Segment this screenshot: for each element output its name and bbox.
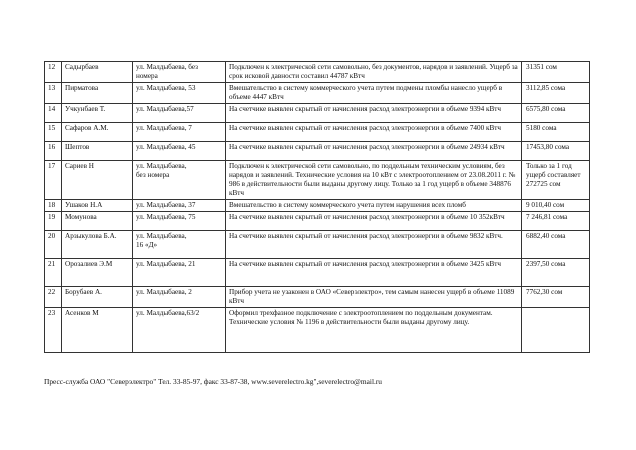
address-cell: ул. Малдыбаева,63/2 [133, 308, 226, 353]
violation-description-cell: На счетчике выявлен скрытый от начисления расход электроэнергии в объеме 10 352кВтч [226, 212, 522, 231]
damage-amount-cell: 6882,40 сома [522, 231, 590, 259]
row-number-cell: 16 [45, 142, 62, 161]
surname-cell: Ушаков Н.А [62, 200, 133, 212]
violation-description-cell: Вмешательство в систему коммерческого учета путем подмены пломбы нанесло ущерб в объеме 4447 кВтч [226, 83, 522, 104]
row-number-cell: 14 [45, 104, 62, 123]
violation-description-cell: На счетчике выявлен скрытый от начисления расход электроэнергии в объеме 7400 кВтч [226, 123, 522, 142]
table-row [45, 161, 590, 200]
damage-amount-cell: 2397,50 сома [522, 259, 590, 287]
damage-amount-cell: 6575,80 сома [522, 104, 590, 123]
press-service-footer: Пресс-служба ОАО "Северэлектро" Тел. 33-85-97, факс 33-87-38, www.severelectro.kg",severelectro@mail.ru [44, 377, 383, 386]
surname-cell: Шептов [62, 142, 133, 161]
damage-amount-cell: 17453,80 сома [522, 142, 590, 161]
surname-cell: Борубаев А. [62, 287, 133, 308]
damage-amount-cell: Только за 1 год ущерб составляет 272725 сом [522, 161, 590, 200]
surname-cell: Орозалиев Э.М [62, 259, 133, 287]
address-cell: ул. Малдыбаева, 2 [133, 287, 226, 308]
row-number-cell: 17 [45, 161, 62, 200]
address-cell: ул. Малдыбаева, 16 «Д» [133, 231, 226, 259]
address-cell: ул. Малдыбаева, 75 [133, 212, 226, 231]
violation-description-cell: Оформил трехфазное подключение с электроотоплением по поддельным документам. Технические условия № 1196 в действительности были выданы другому лицу. [226, 308, 522, 353]
violation-description-cell: Подключен к электрической сети самовольно, по поддельным техническим условиям, без нарядов и заявлений. Технические условия на 10 кВт с электроотоплением от 23.08.2011 г. № 986 в действительности были выданы другому лицу. Только за 1 год ущерб в объеме 348876 кВтч [226, 161, 522, 200]
surname-cell: Учкунбаев Т. [62, 104, 133, 123]
surname-cell: Момунова [62, 212, 133, 231]
table-row [45, 308, 590, 353]
surname-cell: Пирматова [62, 83, 133, 104]
damage-amount-cell: 3112,85 сома [522, 83, 590, 104]
address-cell: ул. Малдыбаева, без номера [133, 161, 226, 200]
row-number-cell: 23 [45, 308, 62, 353]
table-row [45, 83, 590, 104]
address-cell: ул. Малдыбаева, 37 [133, 200, 226, 212]
violation-description-cell: На счетчике выявлен скрытый от начисления расход электроэнергии в объеме 24934 кВтч [226, 142, 522, 161]
surname-cell: Садырбаев [62, 62, 133, 83]
violation-description-cell: Вмешательство в систему коммерческого учета путем нарушения всех пломб [226, 200, 522, 212]
table-row [45, 259, 590, 287]
table-row [45, 287, 590, 308]
violation-description-cell: Подключен к электрической сети самовольно, без документов, нарядов и заявлений. Ущерб за срок исковой давности составил 44787 кВтч [226, 62, 522, 83]
address-cell: ул. Малдыбаева, без номера [133, 62, 226, 83]
violations-table-body [45, 62, 590, 353]
table-row [45, 231, 590, 259]
table-row [45, 142, 590, 161]
table-row [45, 62, 590, 83]
violations-table [44, 61, 590, 353]
row-number-cell: 13 [45, 83, 62, 104]
row-number-cell: 20 [45, 231, 62, 259]
damage-amount-cell: 7 246,81 сома [522, 212, 590, 231]
surname-cell: Арзыкулова Б.А. [62, 231, 133, 259]
damage-amount-cell: 5180 сома [522, 123, 590, 142]
address-cell: ул. Малдыбаева, 21 [133, 259, 226, 287]
address-cell: ул. Малдыбаева,57 [133, 104, 226, 123]
row-number-cell: 15 [45, 123, 62, 142]
surname-cell: Сафаров А.М. [62, 123, 133, 142]
row-number-cell: 18 [45, 200, 62, 212]
surname-cell: Асенков М [62, 308, 133, 353]
damage-amount-cell [522, 308, 590, 353]
violation-description-cell: Прибор учета не узаконен в ОАО «Северэлектро», тем самым нанесен ущерб в объеме 11089 кВтч [226, 287, 522, 308]
row-number-cell: 22 [45, 287, 62, 308]
table-row [45, 212, 590, 231]
violation-description-cell: На счетчике выявлен скрытый от начисления расход электроэнергии в объеме 3425 кВтч [226, 259, 522, 287]
address-cell: ул. Малдыбаева, 7 [133, 123, 226, 142]
table-row [45, 104, 590, 123]
violation-description-cell: На счетчике выявлен скрытый от начисления расход электроэнергии в объеме 9832 кВтч. [226, 231, 522, 259]
damage-amount-cell: 7762,30 сом [522, 287, 590, 308]
surname-cell: Сариев Н [62, 161, 133, 200]
address-cell: ул. Малдыбаева, 45 [133, 142, 226, 161]
table-row [45, 123, 590, 142]
damage-amount-cell: 9 010,40 сом [522, 200, 590, 212]
row-number-cell: 12 [45, 62, 62, 83]
violation-description-cell: На счетчике выявлен скрытый от начисления расход электроэнергии в объеме 9394 кВтч [226, 104, 522, 123]
address-cell: ул. Малдыбаева, 53 [133, 83, 226, 104]
row-number-cell: 21 [45, 259, 62, 287]
table-row [45, 200, 590, 212]
row-number-cell: 19 [45, 212, 62, 231]
damage-amount-cell: 31351 сом [522, 62, 590, 83]
